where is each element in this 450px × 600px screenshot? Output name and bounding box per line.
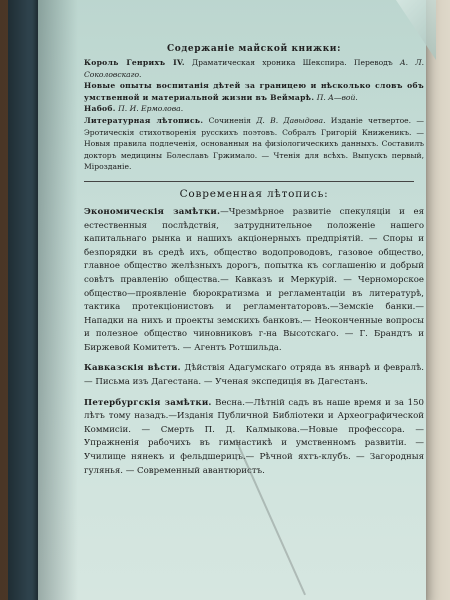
section-text: Дѣйствія Адагумскаго отряда въ январѣ и февралѣ. — Письма изъ Дагестана. — Ученая экспедиція въ Дагестанъ. [84,363,424,388]
section-title: Современная лѣтопись: [179,187,329,200]
contents-item-text: Сочиненія [203,115,257,125]
section-lead: Кавказскія вѣсти. [84,363,181,374]
contents-item-author: А. Л. Соколовскаго [84,58,424,79]
contents-item-2 [84,80,424,103]
contents-item-3 [84,103,424,115]
section-paragraph-2 [84,362,424,389]
contents-item-text: Драматическая хроника Шекспира. Переводъ [184,58,400,67]
contents-item-tail: . [139,69,142,79]
contents-item-tail: . [355,92,358,102]
section-paragraph-1 [84,206,424,356]
contents-item-1 [84,57,424,80]
contents-item-lead: Литературная лѣтопись. [84,115,204,125]
contents-item-author: П. И. Ермолова [118,104,181,114]
section-text: —Чрезмѣрное развитіе спекуляціи и ея естественныя послѣдствія, затруднительное положеніе нашего капитальнаго рынка и нашихъ акціонерныхъ предпріятій. — Споры и безпорядки въ средѣ ихъ, общество водопроводовъ, газовое общество, главное общество желѣзныхъ дорогъ, попытка къ соглашенію и добрый совѣтъ правленію общества.— Кавказъ и Меркурій. — Черноморское общество—проявленіе бюрократизма и регламентаціи въ литературѣ, тактика протекціонистовъ и регламентаторовъ.—Земскіе банки.—Нападки на нихъ и проекты земскихъ банковъ.— Неоконченные вопросы и полезное общество чиновниковъ г-на Высотскаго. — Г. Брандтъ и Биржевой Комитетъ. — Агентъ Ротшильда. [84,206,424,353]
contents-item-tail: . [180,104,184,114]
contents-item-4 [84,115,424,173]
section-lead: Экономическія замѣтки. [84,206,221,217]
section-divider [84,181,414,182]
contents-item-tail: . Изданіе четвертое. — Эротическія стихотворенія русскихъ поэтовъ. Собралъ Григорій Книженикъ. — Новыя правила подлеченія, основанныя на физіологическихъ данныхъ. Составилъ докторъ медицины Болеславъ Гржимало. — Чтенія для всѣхъ. Выпускъ первый, Мірозданіе. [84,115,424,172]
contents-item-author: П. А—вой [316,92,356,102]
page-content [84,44,424,478]
section-text: Весна.—Лѣтній садъ въ наше время и за 150 лѣтъ тому назадъ.—Изданія Публичной Библіотеки и Археографической Коммисіи. — Смерть П. Д. Калмыкова.—Новые профессора. — Упражненія рабочихъ въ гимнастикѣ и умственномъ развитіи. — Училище нянекъ и фельдшерицъ.— Рѣчной яхтъ-клубъ. — Загородныя гулянья. — Современный авантюристъ. [84,397,424,476]
contents-item-lead: Король Генрихъ IV. [84,58,185,67]
section-paragraph-3 [84,397,424,479]
contents-title: Содержаніе майской книжки: [166,44,342,54]
section-lead: Петербургскія замѣтки. [84,397,212,408]
contents-item-author: Д. В. Давыдова [256,115,324,125]
contents-item-lead: Набоб. [84,104,116,114]
contents-item-lead: Новые опыты воспитанія дѣтей за границею и нѣсколько словъ объ умственной и материальной жизни въ Веймарѣ. [84,81,424,102]
page-gutter-shadow [38,0,78,600]
